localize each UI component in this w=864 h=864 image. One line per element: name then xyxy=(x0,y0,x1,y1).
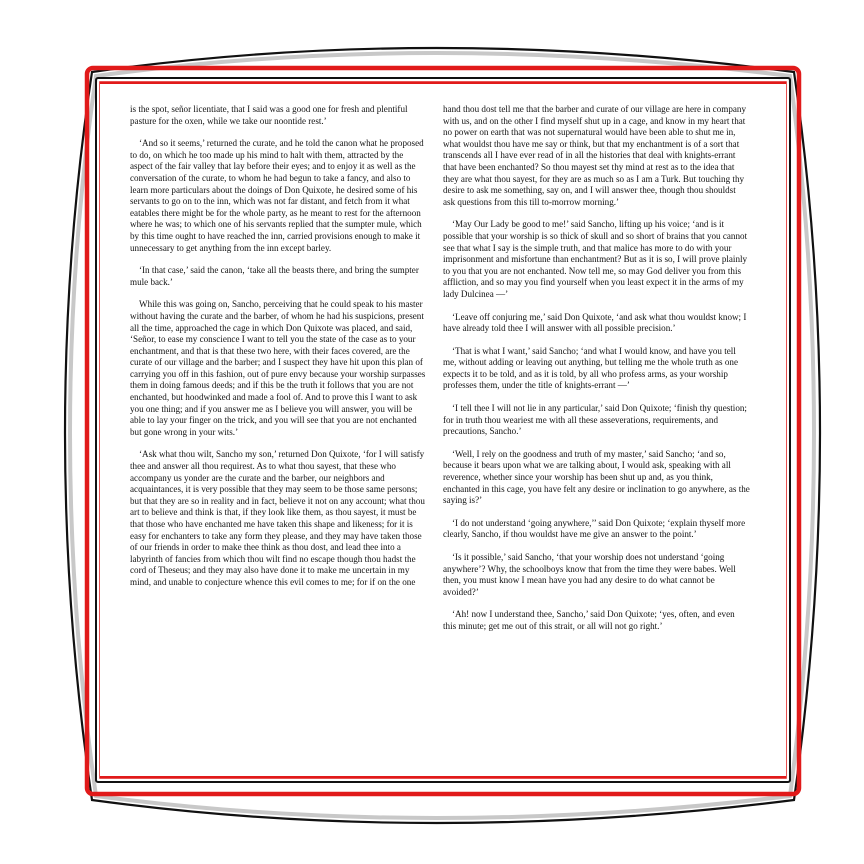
paragraph: ‘In that case,’ said the canon, ‘take all the beasts there, and bring the sumpter mule back.’ xyxy=(130,265,419,287)
paragraph: is the spot, señor licentiate, that I said was a good one for fresh and plentiful pasture for the oxen, while we take our noontide rest.’ xyxy=(130,104,408,126)
paragraph: ‘Leave off conjuring me,’ said Don Quixote, ‘and ask what thou wouldst know; I have already told thee I will answer with all possible precision.’ xyxy=(443,311,747,334)
paragraph: ‘Well, I rely on the goodness and truth of my master,’ said Sancho; ‘and so, because it bears upon what we are talking about, I would ask, speaking with all reverence, whether since your worship has been shut up and, as you think, enchanted in this cage, you have felt any desire or inclination to go anywhere, as the saying is?’ xyxy=(443,448,750,506)
paragraph: ‘I tell thee I will not lie in any particular,’ said Don Quixote; ‘finish thy question; for in truth thou weariest me with all these asseverations, requirements, and precautions, Sancho.’ xyxy=(443,403,747,437)
paragraph: hand thou dost tell me that the barber and curate of our village are here in company with us, and on the other I find myself shut up in a cage, and know in my heart that no power on earth that was not supernatural would have been able to shut me in, what wouldst thou have me say or think, but that my enchantment is of a sort that transcends all I have ever read of in all the histories that deal with knights-errant that have been enchanted? So thou mayest set thy mind at rest as to the idea that they are what thou sayest, for they are as much so as I am a Turk. But touching thy desire to ask me something, say on, and I will answer thee, though thou shouldst ask questions from this till to-morrow morning.’ xyxy=(443,104,747,207)
right-text-column xyxy=(443,104,750,644)
paragraph: ‘I do not understand ‘going anywhere,’’ said Don Quixote; ‘explain thyself more clearly, Sancho, if thou wouldst have me give an answer to the point.’ xyxy=(443,517,746,540)
paragraph: ‘Is it possible,’ said Sancho, ‘that your worship does not understand ‘going anywhere’? Why, the schoolboys know that from the time they were babes. Well then, you must know I mean have you had any desire to do what cannot be avoided?’ xyxy=(443,552,736,597)
book-page xyxy=(100,84,786,776)
paragraph: ‘May Our Lady be good to me!’ said Sancho, lifting up his voice; ‘and is it possible that your worship is so thick of skull and so short of brains that you cannot see that what I say is the simple truth, and that malice has more to do with your imprisonment and misfortune than enchantment? But as it is so, I will prove plainly to you that you are not enchanted. Now tell me, so may God deliver you from this affliction, and so may you find yourself when you least expect it in the arms of my lady Dulcinea —’ xyxy=(443,219,748,299)
paragraph: ‘That is what I want,’ said Sancho; ‘and what I would know, and have you tell me, without adding or leaving out anything, but telling me the whole truth as one expects it to be told, and as it is told, by all who profess arms, as your worship professes them, under the title of knights-errant —’ xyxy=(443,345,738,391)
paragraph: ‘Ask what thou wilt, Sancho my son,’ returned Don Quixote, ‘for I will satisfy thee and answer all thou requirest. As to what thou sayest, that these who accompany us yonder are the curate and the barber, our neighbors and acquaintances, it is very possible that they may seem to be those same persons; but that they are so in reality and in fact, believe it not on any account; what thou art to believe and think is that, if they look like them, as thou sayest, it must be that those who have enchanted me have taken this shape and likeness; for it is easy for enchanters to take any form they please, and they may have taken those of our friends in order to make thee think as thou dost, and lead thee into a labyrinth of fancies from which thou wilt find no escape though thou hadst the cord of Theseus; and they may also have done it to make me uncertain in my mind, and unable to conjecture whence this evil comes to me; for if on the one xyxy=(130,449,425,587)
left-text-column xyxy=(130,104,426,600)
paragraph: While this was going on, Sancho, perceiving that he could speak to his master without having the curate and the barber, of whom he had his suspicions, present all the time, approached the cage in which Don Quixote was placed, and said, ‘Señor, to ease my conscience I want to tell you the state of the case as to your enchantment, and that is that these two here, with their faces covered, are the curate of our village and the barber; and I suspect they have hit upon this plan of carrying you off in this fashion, out of pure envy because your worship surpasses them in doing famous deeds; and if this be the truth it follows that you are not enchanted, but hoodwinked and made a fool of. And to prove this I want to ask you one thing; and if you answer me as I believe you will answer, you will be able to lay your finger on the trick, and you will see that you are not enchanted but gone wrong in your wits.’ xyxy=(130,299,426,437)
paragraph: ‘Ah! now I understand thee, Sancho,’ said Don Quixote; ‘yes, often, and even this minute; get me out of this strait, or all will not go right.’ xyxy=(443,609,735,631)
paragraph: ‘And so it seems,’ returned the curate, and he told the canon what he proposed to do, on which he too made up his mind to halt with them, attracted by the aspect of the fair valley that lay before their eyes; and to enjoy it as well as the conversation of the curate, to whom he had begun to take a fancy, and also to learn more particulars about the doings of Don Quixote, he desired some of his servants to go on to the inn, which was not far distant, and fetch from it what eatables there might be for the whole party, as he meant to rest for the afternoon where he was; to which one of his servants replied that the sumpter mule, which by this time ought to have reached the inn, carried provisions enough to make it unnecessary to get anything from the inn except barley. xyxy=(130,138,424,253)
